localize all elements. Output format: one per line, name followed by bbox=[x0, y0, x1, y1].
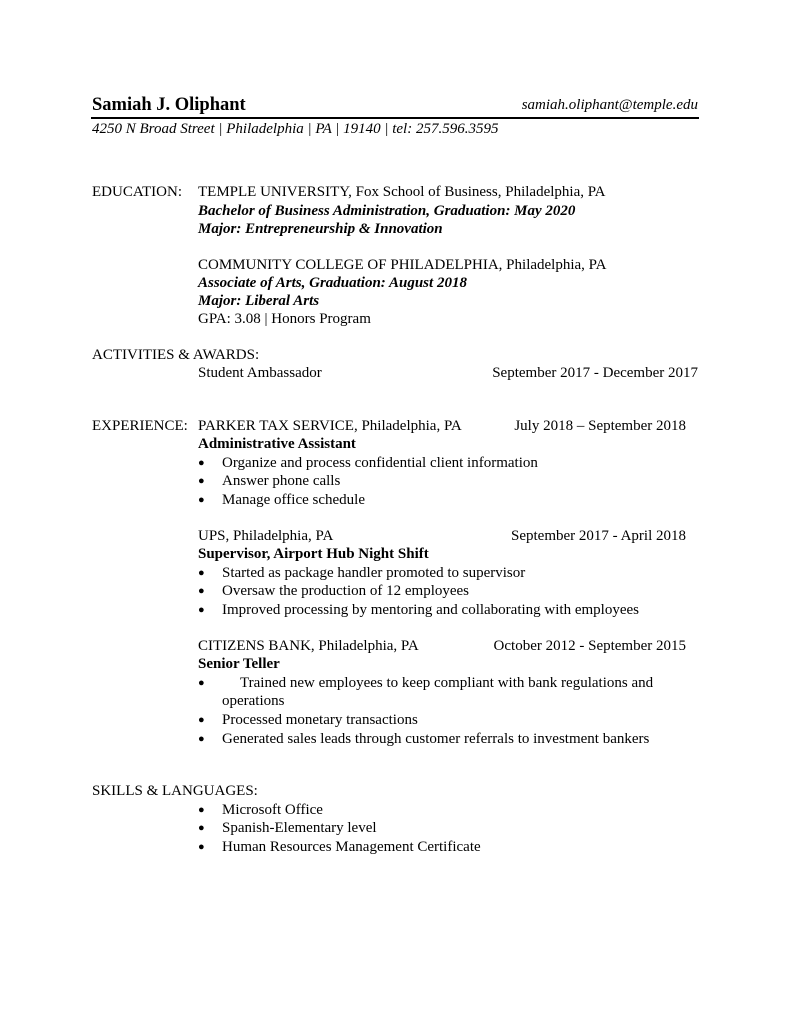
bullet-icon: ● bbox=[198, 733, 205, 745]
school2-name: COMMUNITY COLLEGE OF PHILADELPHIA, Philadelphia, PA bbox=[198, 257, 607, 273]
bullet-icon: ● bbox=[198, 804, 205, 816]
school1-major: Major: Entrepreneurship & Innovation bbox=[198, 221, 443, 237]
job1-dates: July 2018 – September 2018 bbox=[514, 418, 686, 434]
skill-item: Human Resources Management Certificate bbox=[222, 839, 481, 855]
job3-bullet-2: Processed monetary transactions bbox=[222, 712, 418, 728]
school2-gpa: GPA: 3.08 | Honors Program bbox=[198, 311, 371, 327]
job3-title: Senior Teller bbox=[198, 656, 280, 672]
bullet-icon: ● bbox=[198, 604, 205, 616]
school1-degree: Bachelor of Business Administration, Graduation: May 2020 bbox=[198, 203, 576, 219]
job2-bullet-1: Started as package handler promoted to supervisor bbox=[222, 565, 526, 581]
job1-bullet-2: Answer phone calls bbox=[222, 473, 341, 489]
resume-name: Samiah J. Oliphant bbox=[92, 95, 246, 115]
bullet-icon: ● bbox=[198, 677, 205, 689]
bullet-icon: ● bbox=[198, 822, 205, 834]
education-heading: EDUCATION: bbox=[92, 184, 182, 200]
job3-bullet-3: Generated sales leads through customer referrals to investment bankers bbox=[222, 731, 650, 747]
bullet-icon: ● bbox=[198, 841, 205, 853]
job3-dates: October 2012 - September 2015 bbox=[493, 638, 686, 654]
job1-title: Administrative Assistant bbox=[198, 436, 356, 452]
job1-bullet-3: Manage office schedule bbox=[222, 492, 365, 508]
activity-item: Student Ambassador bbox=[198, 365, 322, 381]
school2-degree: Associate of Arts, Graduation: August 2018 bbox=[198, 275, 467, 291]
email-address: samiah.oliphant@temple.edu bbox=[521, 97, 698, 113]
skill-item: Spanish-Elementary level bbox=[222, 820, 377, 836]
bullet-icon: ● bbox=[198, 567, 205, 579]
job2-title: Supervisor, Airport Hub Night Shift bbox=[198, 546, 429, 562]
school2-major: Major: Liberal Arts bbox=[198, 293, 320, 309]
job3-bullet-1-cont: operations bbox=[222, 693, 285, 709]
school1-name: TEMPLE UNIVERSITY, Fox School of Business, Philadelphia, PA bbox=[198, 184, 606, 200]
job2-dates: September 2017 - April 2018 bbox=[511, 528, 686, 544]
activity-dates: September 2017 - December 2017 bbox=[492, 365, 698, 381]
job2-company: UPS, Philadelphia, PA bbox=[198, 528, 334, 544]
job2-bullet-2: Oversaw the production of 12 employees bbox=[222, 583, 470, 599]
activities-heading: ACTIVITIES & AWARDS: bbox=[92, 347, 260, 363]
job1-company: PARKER TAX SERVICE, Philadelphia, PA bbox=[198, 418, 462, 434]
bullet-icon: ● bbox=[198, 585, 205, 597]
contact-line: 4250 N Broad Street | Philadelphia | PA | 19140 | tel: 257.596.3595 bbox=[92, 121, 499, 137]
header-rule bbox=[91, 117, 699, 119]
job1-bullet-1: Organize and process confidential client information bbox=[222, 455, 538, 471]
job2-bullet-3: Improved processing by mentoring and collaborating with employees bbox=[222, 602, 639, 618]
job3-company: CITIZENS BANK, Philadelphia, PA bbox=[198, 638, 419, 654]
skill-item: Microsoft Office bbox=[222, 802, 323, 818]
bullet-icon: ● bbox=[198, 475, 205, 487]
experience-heading: EXPERIENCE: bbox=[92, 418, 188, 434]
bullet-icon: ● bbox=[198, 714, 205, 726]
bullet-icon: ● bbox=[198, 457, 205, 469]
bullet-icon: ● bbox=[198, 494, 205, 506]
job3-bullet-1: Trained new employees to keep compliant with bank regulations and bbox=[240, 675, 654, 691]
skills-heading: SKILLS & LANGUAGES: bbox=[92, 783, 258, 799]
